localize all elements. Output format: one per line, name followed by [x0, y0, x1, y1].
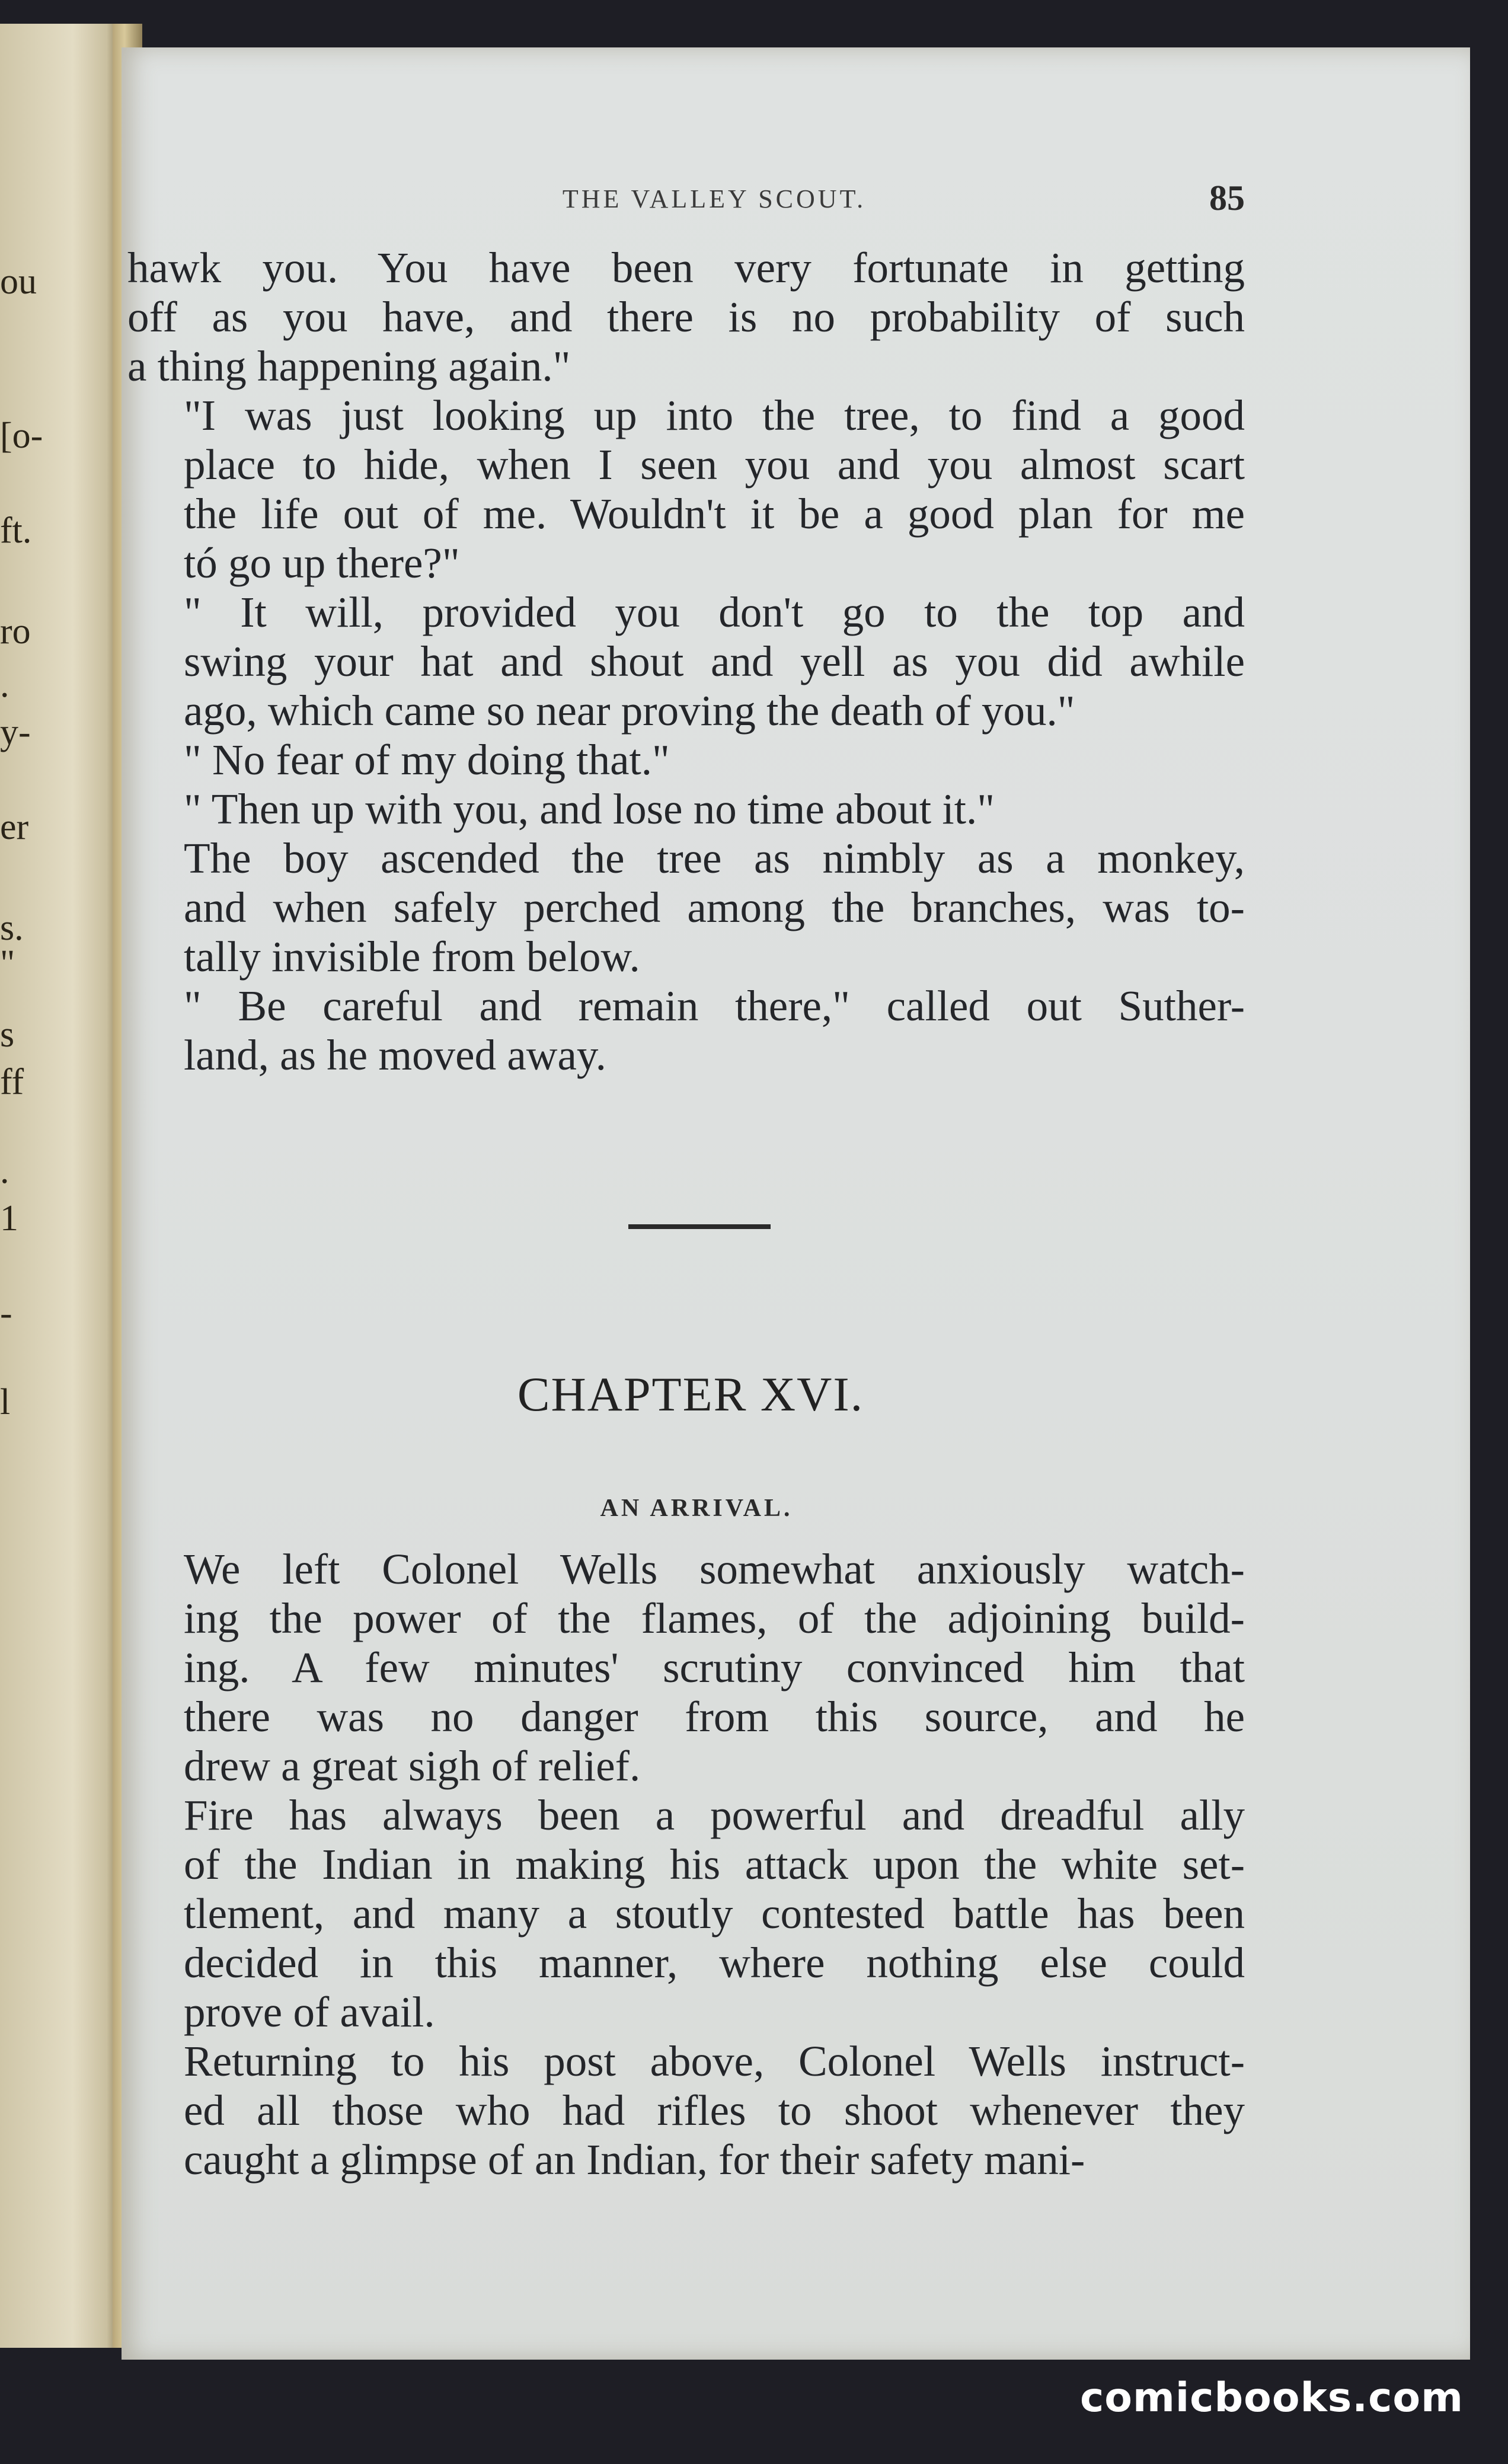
previous-page-fragment: ou — [0, 261, 37, 302]
text-line: " No fear of my doing that." — [184, 736, 670, 784]
previous-page-fragment: ro — [0, 611, 31, 652]
book-page — [122, 47, 1470, 2360]
text-line: swing your hat and shout and yell as you did awhile — [184, 637, 1245, 685]
previous-page-fragment: . — [0, 1151, 9, 1191]
text-line: off as you have, and there is no probability of such — [127, 293, 1245, 341]
body-text-top — [127, 243, 1245, 1080]
previous-page-fragment: [o- — [0, 416, 43, 456]
text-line: decided in this manner, where nothing else could — [184, 1939, 1245, 1987]
paragraph — [127, 1790, 1245, 2037]
text-line: prove of avail. — [184, 1988, 435, 2036]
watermark: comicbooks.com — [1079, 2374, 1464, 2421]
previous-page-fragment: " — [0, 943, 15, 984]
text-line: the life out of me. Wouldn't it be a good plan for me — [184, 490, 1245, 538]
text-line: " Be careful and remain there," called out Suther- — [184, 982, 1245, 1030]
text-line: The boy ascended the tree as nimbly as a monkey, — [184, 834, 1245, 882]
text-line: and when safely perched among the branches, was to- — [184, 883, 1245, 931]
text-line: a thing happening again." — [127, 342, 571, 390]
text-line: ing the power of the flames, of the adjoining build- — [184, 1594, 1245, 1642]
text-line: ed all those who had rifles to shoot whenever they — [184, 2086, 1245, 2134]
previous-page-fragment: s. — [0, 908, 24, 948]
text-line: Fire has always been a powerful and dreadful ally — [184, 1791, 1245, 1839]
chapter-title: CHAPTER XVI. — [517, 1367, 864, 1421]
text-line: " It will, provided you don't go to the top and — [184, 588, 1245, 636]
text-line: tlement, and many a stoutly contested battle has been — [184, 1890, 1245, 1938]
previous-page-fragment: 1 — [0, 1198, 18, 1239]
text-line: We left Colonel Wells somewhat anxiously watch- — [184, 1545, 1245, 1593]
running-head: THE VALLEY SCOUT. — [562, 184, 867, 213]
text-line: Returning to his post above, Colonel Wells instruct- — [184, 2037, 1245, 2085]
previous-page-fragment: - — [0, 1293, 12, 1333]
previous-page-edge — [0, 24, 122, 2348]
paragraph — [127, 784, 1245, 834]
previous-page-fragment: y- — [0, 712, 31, 752]
text-line: tó go up there?" — [184, 539, 460, 587]
text-line: drew a great sigh of relief. — [184, 1742, 641, 1790]
text-line: ing. A few minutes' scrutiny convinced him that — [184, 1643, 1245, 1691]
page-number: 85 — [1209, 178, 1245, 218]
paragraph — [127, 2037, 1245, 2184]
text-line: " Then up with you, and lose no time about it." — [184, 785, 995, 833]
chapter-subtitle: AN ARRIVAL. — [600, 1495, 793, 1522]
paragraph — [127, 588, 1245, 735]
section-divider — [628, 1224, 771, 1229]
paragraph — [127, 391, 1245, 588]
text-line: of the Indian in making his attack upon the white set- — [184, 1840, 1245, 1888]
previous-page-fragment: . — [0, 665, 9, 705]
text-line: place to hide, when I seen you and you almost scart — [184, 441, 1245, 489]
text-line: ago, which came so near proving the death of you." — [184, 687, 1075, 735]
text-line: land, as he moved away. — [184, 1031, 606, 1079]
text-line: caught a glimpse of an Indian, for their safety mani- — [184, 2136, 1085, 2184]
paragraph — [127, 834, 1245, 981]
paragraph — [127, 1544, 1245, 1790]
previous-page-fragment: ff — [0, 1062, 24, 1102]
text-line: there was no danger from this source, and he — [184, 1693, 1245, 1741]
paragraph — [127, 735, 1245, 784]
previous-page-fragment: l — [0, 1382, 11, 1422]
paragraph — [127, 243, 1245, 391]
paragraph — [127, 981, 1245, 1080]
previous-page-fragment: ft. — [0, 510, 32, 551]
text-line: "I was just looking up into the tree, to find a good — [184, 391, 1245, 439]
text-line: tally invisible from below. — [184, 933, 640, 981]
previous-page-fragment: er — [0, 807, 29, 847]
previous-page-fragment: s — [0, 1014, 15, 1055]
text-line: hawk you. You have been very fortunate in getting — [127, 244, 1245, 292]
body-text-bottom — [127, 1544, 1245, 2184]
